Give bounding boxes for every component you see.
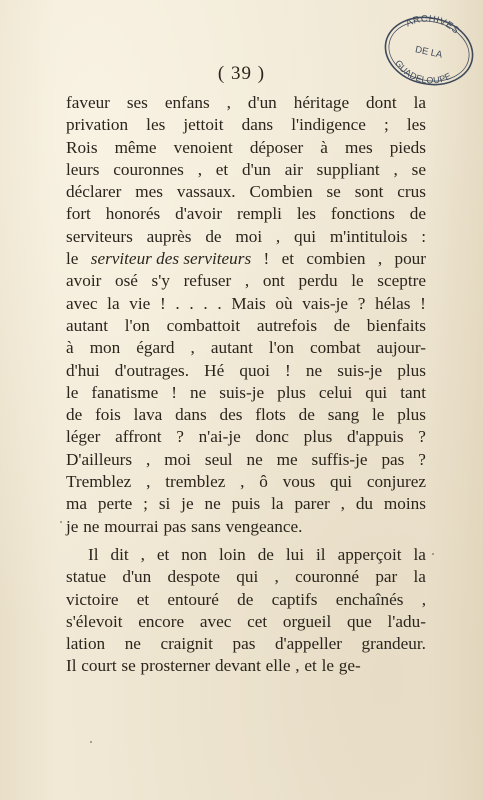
word: moi bbox=[235, 226, 263, 246]
word: flots bbox=[255, 405, 286, 425]
word: pas bbox=[232, 634, 256, 654]
word: l'on bbox=[124, 315, 150, 335]
word: aujour- bbox=[376, 338, 426, 358]
text-line bbox=[66, 315, 426, 337]
word: fanatisme bbox=[91, 382, 159, 402]
text-line bbox=[66, 203, 426, 225]
word: fort bbox=[66, 204, 91, 224]
word: affront bbox=[115, 427, 162, 447]
word: ! bbox=[420, 293, 426, 313]
word: plus bbox=[397, 405, 426, 425]
word: leurs bbox=[66, 159, 100, 179]
word: et bbox=[304, 656, 317, 676]
word: l'on bbox=[268, 338, 294, 358]
text-line bbox=[66, 493, 426, 515]
word: . bbox=[217, 293, 222, 313]
word: autant bbox=[210, 338, 253, 358]
word: pas bbox=[381, 449, 405, 469]
word: fonctions bbox=[330, 204, 395, 224]
word: orgueil bbox=[282, 611, 332, 631]
word: lation bbox=[66, 634, 106, 654]
word: d'appeller bbox=[274, 634, 342, 654]
word: que bbox=[346, 611, 372, 631]
word: captifs bbox=[271, 589, 318, 609]
word: se bbox=[121, 656, 136, 676]
word: s'y bbox=[151, 271, 170, 291]
word: , bbox=[146, 449, 151, 469]
word: Combien bbox=[249, 182, 313, 202]
word: ; bbox=[143, 494, 148, 514]
word: , bbox=[146, 472, 151, 492]
word: vengeance. bbox=[225, 516, 303, 536]
word: jettoit bbox=[183, 115, 224, 135]
word: , bbox=[244, 271, 250, 291]
stamp-middle-text: DE LA bbox=[414, 44, 444, 61]
word: Il bbox=[66, 656, 77, 676]
word: D'ailleurs bbox=[66, 449, 133, 469]
stamp-top-text: ARCHIVES bbox=[404, 14, 462, 37]
word: autant bbox=[66, 315, 108, 335]
word: mes bbox=[135, 182, 163, 202]
word: la bbox=[107, 293, 120, 313]
stamp-bottom-text: GUADELOUPE bbox=[393, 58, 454, 86]
text-line bbox=[66, 337, 426, 359]
word: , bbox=[197, 159, 202, 179]
word: qui bbox=[294, 226, 316, 246]
word: tant bbox=[400, 382, 426, 402]
word: , bbox=[274, 567, 279, 587]
word: et bbox=[281, 249, 294, 269]
word: serviteurs bbox=[66, 226, 133, 246]
word: Rois bbox=[66, 137, 98, 157]
text-line bbox=[66, 426, 426, 448]
word: dans bbox=[241, 115, 274, 135]
word: ! bbox=[263, 249, 270, 269]
word: de bbox=[257, 544, 274, 564]
word: ont bbox=[262, 271, 285, 291]
word: pieds bbox=[389, 137, 426, 157]
word: d'hui bbox=[66, 360, 100, 380]
word: suis-je bbox=[337, 360, 383, 380]
text-line bbox=[66, 92, 426, 114]
text-line bbox=[66, 516, 426, 538]
text-line bbox=[66, 471, 426, 493]
word: dit bbox=[110, 544, 129, 564]
word: fois bbox=[95, 405, 121, 425]
word: plus bbox=[397, 360, 426, 380]
word: Mais bbox=[231, 293, 266, 313]
word: les bbox=[406, 115, 426, 135]
word: . bbox=[189, 293, 194, 313]
word: elle bbox=[265, 656, 291, 676]
word: d'appuis bbox=[346, 427, 404, 447]
word: . bbox=[175, 293, 180, 313]
word: l'indigence bbox=[291, 115, 366, 135]
word: sans bbox=[191, 516, 221, 536]
word: héritage bbox=[293, 93, 350, 112]
word: enfans bbox=[164, 93, 210, 112]
word: sont bbox=[354, 182, 384, 202]
word: Il bbox=[88, 544, 99, 564]
ink-speck bbox=[60, 521, 62, 523]
text-line bbox=[66, 181, 426, 203]
word: la bbox=[271, 494, 284, 514]
word: vous bbox=[282, 472, 316, 492]
word: lui bbox=[285, 544, 305, 564]
word: la bbox=[413, 567, 426, 587]
word: donc bbox=[255, 427, 289, 447]
word: pour bbox=[394, 249, 426, 269]
text-line bbox=[66, 293, 426, 315]
word: ne bbox=[190, 382, 207, 402]
word: combat bbox=[310, 338, 361, 358]
word: les bbox=[146, 115, 166, 135]
word: qui bbox=[236, 567, 259, 587]
word: victoire bbox=[66, 589, 119, 609]
word: apperçoit bbox=[337, 544, 402, 564]
word: , bbox=[190, 338, 195, 358]
word: couronné bbox=[295, 567, 360, 587]
word: ? bbox=[357, 293, 366, 313]
word: seul bbox=[204, 449, 233, 469]
word: lava bbox=[133, 405, 163, 425]
word: qui bbox=[330, 472, 352, 492]
word: avec bbox=[66, 293, 98, 313]
word: il bbox=[316, 544, 326, 564]
word: , bbox=[295, 656, 300, 676]
word: prosterner bbox=[140, 656, 211, 676]
word: dans bbox=[175, 405, 207, 425]
word: , bbox=[226, 93, 231, 112]
word: qui bbox=[365, 382, 388, 402]
word: grandeur. bbox=[361, 634, 426, 654]
word: non bbox=[181, 544, 208, 564]
word: suffis-je bbox=[311, 449, 368, 469]
word: le bbox=[66, 249, 79, 269]
word: parer bbox=[294, 494, 330, 514]
word: court bbox=[81, 656, 117, 676]
page-number: ( 39 ) bbox=[217, 63, 266, 84]
word: même bbox=[114, 137, 157, 157]
word: venoient bbox=[173, 137, 233, 157]
svg-text:ARCHIVES bbox=[402, 14, 463, 40]
text-line bbox=[66, 270, 426, 292]
word: et bbox=[215, 159, 229, 179]
word: auprès bbox=[146, 226, 192, 246]
word: entouré bbox=[167, 589, 219, 609]
word: faveur bbox=[66, 93, 110, 112]
word: ne bbox=[83, 516, 100, 536]
word: l'adu- bbox=[387, 611, 426, 631]
word: suis-je bbox=[219, 382, 265, 402]
word: de bbox=[66, 405, 83, 425]
word: ? bbox=[418, 427, 426, 447]
word: d'un bbox=[242, 159, 271, 179]
text-line bbox=[66, 137, 426, 159]
word: ! bbox=[171, 382, 177, 402]
word: à bbox=[320, 137, 328, 157]
word: ne bbox=[246, 449, 263, 469]
word: où bbox=[275, 293, 293, 313]
word: à bbox=[66, 338, 74, 358]
word: ! bbox=[285, 360, 291, 380]
word: égard bbox=[136, 338, 175, 358]
word: d'avoir bbox=[175, 204, 223, 224]
word: statue bbox=[66, 567, 107, 587]
text-line bbox=[66, 404, 426, 426]
word: la bbox=[413, 544, 426, 564]
word: et bbox=[156, 544, 170, 564]
word: , bbox=[377, 249, 383, 269]
word: enchaînés bbox=[335, 589, 404, 609]
word: d'un bbox=[247, 93, 277, 112]
word: de bbox=[205, 226, 222, 246]
word: me bbox=[276, 449, 298, 469]
word: avoir bbox=[66, 271, 102, 291]
word: ne bbox=[124, 634, 141, 654]
word: vais-je bbox=[302, 293, 349, 313]
word: le bbox=[351, 271, 364, 291]
word: refuser bbox=[183, 271, 232, 291]
word: se bbox=[326, 182, 341, 202]
text-line bbox=[66, 611, 426, 633]
word: , bbox=[393, 159, 398, 179]
word: le bbox=[66, 382, 79, 402]
word: avec bbox=[199, 611, 232, 631]
word: autrefois bbox=[256, 315, 318, 335]
word: plus bbox=[277, 382, 306, 402]
word: loin bbox=[218, 544, 246, 564]
word: encore bbox=[138, 611, 185, 631]
word: mourrai bbox=[104, 516, 159, 536]
word: , bbox=[421, 589, 426, 609]
word: ma bbox=[66, 494, 87, 514]
word: et bbox=[136, 589, 150, 609]
word: Tremblez bbox=[66, 472, 132, 492]
word: n'ai-je bbox=[198, 427, 241, 447]
word: plus bbox=[303, 427, 333, 447]
text-line bbox=[66, 114, 426, 136]
word: air bbox=[284, 159, 303, 179]
word: sang bbox=[327, 405, 360, 425]
word: rempli bbox=[237, 204, 282, 224]
word: despote bbox=[167, 567, 221, 587]
word: je bbox=[66, 516, 79, 536]
text-line bbox=[66, 449, 426, 471]
word: tremblez bbox=[165, 472, 226, 492]
word: le bbox=[372, 405, 385, 425]
word: hélas bbox=[375, 293, 411, 313]
text-line bbox=[66, 248, 426, 270]
word: cet bbox=[247, 611, 268, 631]
word: suppliant bbox=[316, 159, 380, 179]
ink-speck bbox=[432, 553, 434, 555]
word: ? bbox=[176, 427, 184, 447]
word: combien bbox=[306, 249, 366, 269]
word: d'outrages. bbox=[114, 360, 190, 380]
word: ne bbox=[305, 360, 323, 380]
word: léger bbox=[66, 427, 101, 447]
text-line bbox=[66, 589, 426, 611]
word: quoi bbox=[239, 360, 270, 380]
text-line bbox=[66, 159, 426, 181]
word: s'élevoit bbox=[66, 611, 123, 631]
word: , bbox=[275, 226, 281, 246]
word: . bbox=[203, 293, 208, 313]
text-line bbox=[66, 382, 426, 404]
word: perte bbox=[97, 494, 133, 514]
word: m'intitulois bbox=[329, 226, 408, 246]
word: moi bbox=[164, 449, 191, 469]
text-line bbox=[66, 633, 426, 655]
word: du bbox=[355, 494, 374, 514]
word: je bbox=[181, 494, 194, 514]
text-line bbox=[66, 544, 426, 566]
word: vassaux. bbox=[176, 182, 236, 202]
word: ? bbox=[418, 449, 426, 469]
word: osé bbox=[114, 271, 138, 291]
word: , bbox=[140, 544, 145, 564]
word: ô bbox=[259, 472, 268, 492]
word: honorés bbox=[105, 204, 161, 224]
word: : bbox=[421, 226, 426, 246]
word: vie bbox=[129, 293, 151, 313]
word: celui bbox=[318, 382, 353, 402]
word: combattoit bbox=[166, 315, 241, 335]
word: de bbox=[333, 315, 351, 335]
word: mes bbox=[344, 137, 373, 157]
page-text bbox=[66, 92, 426, 678]
word: des bbox=[219, 405, 243, 425]
word: conjurez bbox=[366, 472, 426, 492]
word: si bbox=[158, 494, 171, 514]
word: se bbox=[411, 159, 426, 179]
text-line bbox=[66, 655, 426, 677]
word: moins bbox=[383, 494, 426, 514]
word: , bbox=[340, 494, 345, 514]
text-line bbox=[66, 566, 426, 588]
word: ge- bbox=[338, 656, 361, 676]
word: crus bbox=[397, 182, 426, 202]
word: ; bbox=[384, 115, 389, 135]
word: ! bbox=[159, 293, 166, 313]
italic-phrase: serviteur des serviteurs bbox=[90, 249, 252, 269]
word: de bbox=[409, 204, 426, 224]
text-line bbox=[66, 226, 426, 248]
word: le bbox=[321, 656, 334, 676]
word: devant bbox=[215, 656, 261, 676]
word: ne bbox=[204, 494, 221, 514]
word: bienfaits bbox=[366, 315, 426, 335]
word: les bbox=[296, 204, 316, 224]
word: déposer bbox=[249, 137, 304, 157]
word: ses bbox=[126, 93, 148, 112]
word: la bbox=[413, 93, 426, 112]
word: par bbox=[375, 567, 398, 587]
word: craignit bbox=[160, 634, 213, 654]
word: , bbox=[240, 472, 245, 492]
word: Hé bbox=[204, 360, 225, 380]
word: puis bbox=[231, 494, 261, 514]
word: dont bbox=[366, 93, 397, 112]
word: de bbox=[298, 405, 315, 425]
word: couronnes bbox=[113, 159, 184, 179]
text-line bbox=[66, 360, 426, 382]
word: de bbox=[237, 589, 254, 609]
ink-speck bbox=[90, 741, 92, 743]
word: déclarer bbox=[66, 182, 122, 202]
word: sceptre bbox=[377, 271, 426, 291]
word: perdu bbox=[298, 271, 338, 291]
word: mon bbox=[89, 338, 121, 358]
word: pas bbox=[163, 516, 187, 536]
word: privation bbox=[66, 115, 129, 135]
word: d'un bbox=[122, 567, 152, 587]
